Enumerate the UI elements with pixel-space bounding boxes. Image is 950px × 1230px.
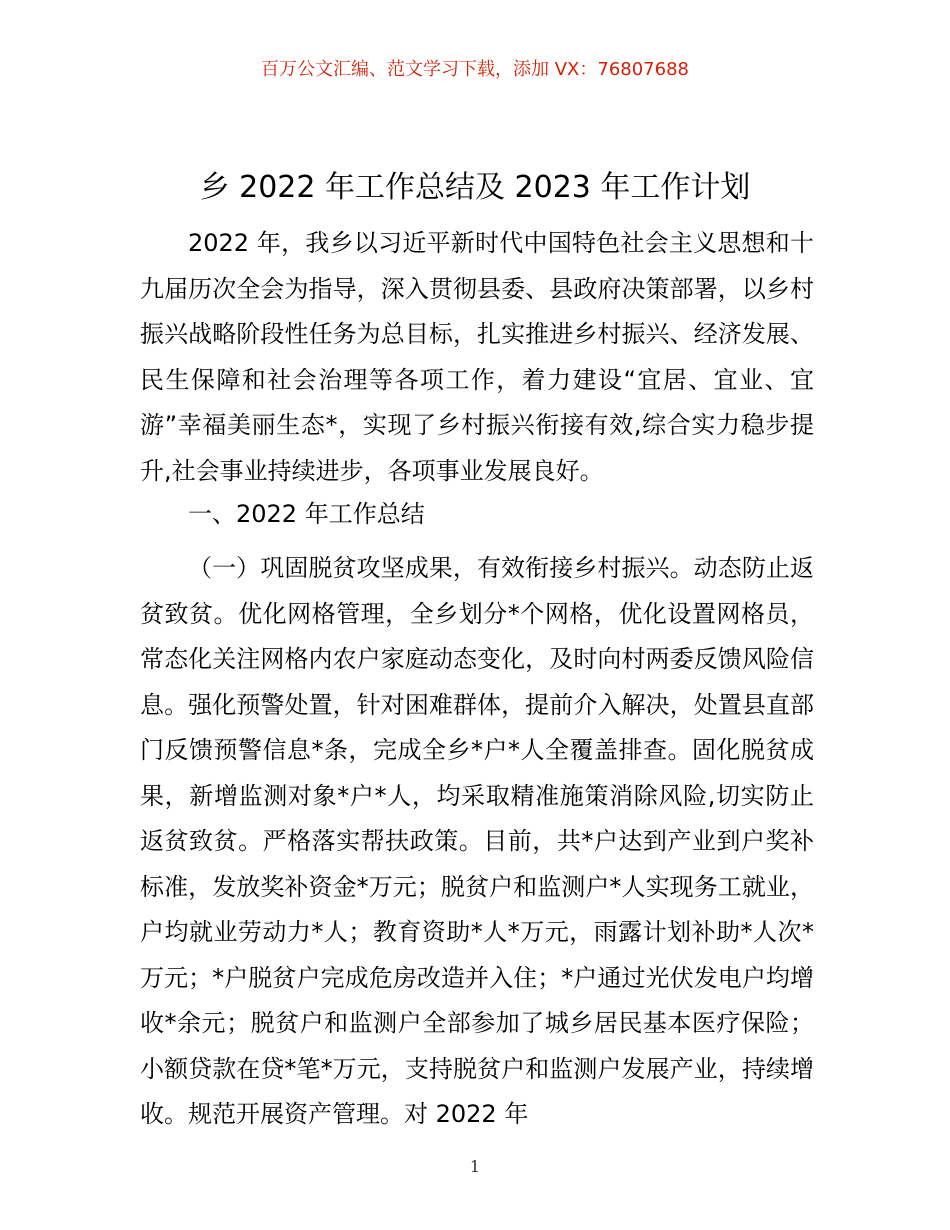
section-1-paragraph: （一）巩固脱贫攻坚成果，有效衔接乡村振兴。动态防止返贫致贫。优化网格管理，全乡划分*个网格，优化设置网格员，常态化关注网格内农户家庭动态变化，及时向村两委反馈风险信息。强化预警处置，针对困难群体，提前介入解决，处置县直部门反馈预警信息*条，完成全乡*户*人全覆盖排查。固化脱贫成果，新增监测对象*户*人，均采取精准施策消除风险,切实防止返贫致贫。严格落实帮扶政策。目前，共*户达到产业到户奖补标准，发放奖补资金*万元；脱贫户和监测户*人实现务工就业，户均就业劳动力*人；教育资助*人*万元，雨露计划补助*人次*万元；*户脱贫户完成危房改造并入住；*户通过光伏发电户均增收*余元；脱贫户和监测户全部参加了城乡居民基本医疗保险；小额贷款在贷*笔*万元，支持脱贫户和监测户发展产业，持续增收。规范开展资产管理。对 2022 年 — [140, 554, 814, 1128]
section-heading: 一、2022 年工作总结 — [188, 500, 425, 528]
intro-paragraph: 2022 年，我乡以习近平新时代中国特色社会主义思想和十九届历次全会为指导，深入贯彻县委、县政府决策部署，以乡村振兴战略阶段性任务为总目标，扎实推进乡村振兴、经济发展、民生保障和社会治理等各项工作，着力建设“宜居、宜业、宜游”幸福美丽生态*，实现了乡村振兴衔接有效,综合实力稳步提升,社会事业持续进步，各项事业发展良好。 — [140, 229, 814, 485]
header-watermark-note: 百万公文汇编、范文学习下载，添加 VX：76807688 — [261, 59, 689, 80]
document-title: 乡 2022 年工作总结及 2023 年工作计划 — [199, 170, 751, 205]
page-number: 1 — [469, 1157, 481, 1176]
